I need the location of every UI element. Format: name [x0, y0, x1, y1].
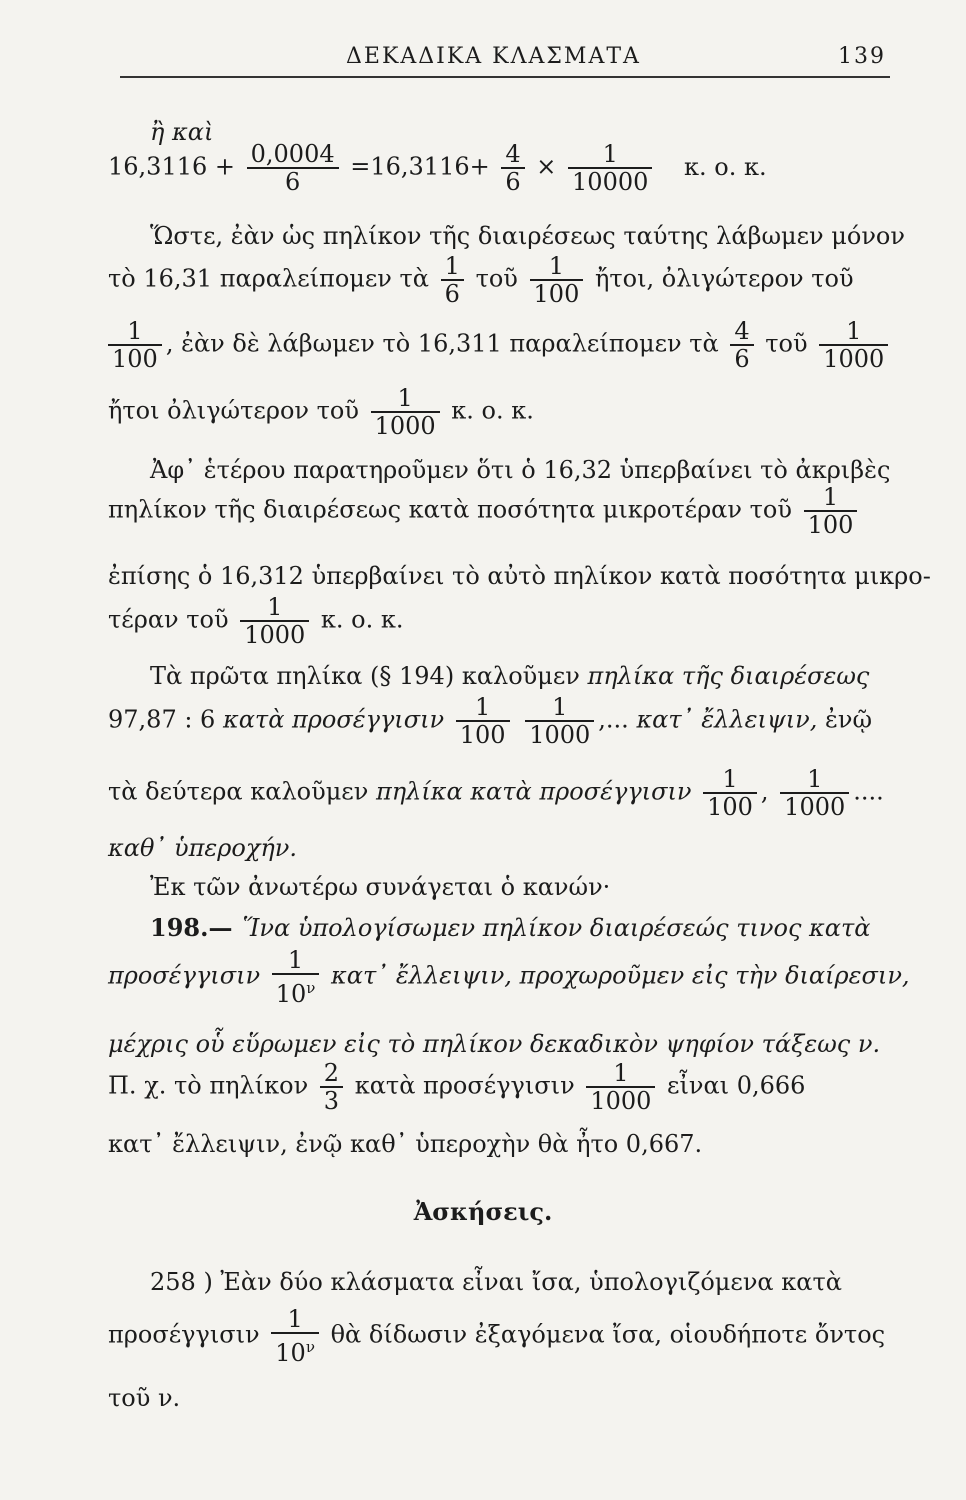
fraction: $\frac{0,0004}{6}$	[247, 141, 339, 195]
fraction: $\frac{4}{6}$	[730, 318, 753, 372]
text-line-6: ἤτοι ὀλιγώτερον τοῦ $\frac{1}{1000}$ κ. ο. κ.	[108, 384, 534, 440]
fraction: $\frac{1}{1000}$	[780, 766, 849, 820]
text-line-12: 97,87 : 6 κατὰ προσέγγισιν $\frac{1}{100}$ $\frac{1}{1000}$ ,... κατ᾽ ἔλλειψιν, ἐνῷ	[108, 693, 873, 749]
text-line-14: καθ᾽ ὑπεροχήν.	[108, 834, 297, 862]
fraction: $\frac{1}{1000}$	[525, 694, 594, 748]
text-line-7: Ἀφ᾽ ἑτέρου παρατηροῦμεν ὅτι ὁ 16,32 ὑπερβαίνει τὸ ἀκριβὲς	[150, 456, 891, 484]
fraction: $\frac{1}{6}$	[441, 253, 464, 307]
rule-198: 198.— Ἵνα ὑπολογίσωμεν πηλίκον διαιρέσεώς τινος κατὰ	[150, 913, 871, 942]
running-head: ΔΕΚΑΔΙΚΑ ΚΛΑΣΜΑΤΑ	[346, 44, 641, 69]
equation-line: 16,3116 + $\frac{0,0004}{6}$ =16,3116+ $\frac{4}{6}$ × $\frac{1}{10000}$ κ. ο. κ.	[108, 140, 767, 196]
fraction: $\frac{1}{1000}$	[819, 318, 888, 372]
exercise-258: 258 ) Ἐὰν δύο κλάσματα εἶναι ἴσα, ὑπολογιζόμενα κατὰ	[150, 1268, 842, 1296]
fraction: $\frac{1}{100}$	[456, 694, 510, 748]
text-line-1: ἢ καὶ	[150, 118, 214, 146]
header-rule	[120, 76, 890, 78]
text-line-8: πηλίκον τῆς διαιρέσεως κατὰ ποσότητα μικροτέραν τοῦ $\frac{1}{100}$	[108, 484, 861, 538]
text-line-3: Ὥστε, ἐὰν ὡς πηλίκον τῆς διαιρέσεως ταύτης λάβωμεν μόνον	[150, 222, 905, 250]
text-line-20: κατ᾽ ἔλλειψιν, ἐνῷ καθ᾽ ὑπεροχὴν θὰ ἦτο 0,667.	[108, 1130, 703, 1158]
fraction: $\frac{1}{10000}$	[568, 141, 652, 195]
exercises-heading: Ἀσκήσεις.	[413, 1197, 553, 1226]
text-line-15: Ἐκ τῶν ἀνωτέρω συνάγεται ὁ κανών·	[150, 873, 611, 901]
fraction: $\frac{2}{3}$	[320, 1060, 343, 1114]
text-line-19: Π. χ. τὸ πηλίκον $\frac{2}{3}$ κατὰ προσέγγισιν $\frac{1}{1000}$ εἶναι 0,666	[108, 1059, 806, 1115]
text-line-11: Τὰ πρῶτα πηλίκα (§ 194) καλοῦμεν πηλίκα τῆς διαιρέσεως	[150, 662, 870, 690]
text-line-5: $\frac{1}{100}$ , ἐὰν δὲ λάβωμεν τὸ 16,311 παραλείπομεν τὰ $\frac{4}{6}$ τοῦ $\frac{1}{1000}$	[104, 318, 892, 372]
fraction: $\frac{1}{10^\nu}$	[271, 1306, 319, 1366]
fraction: $\frac{1}{100}$	[108, 318, 162, 372]
fraction: $\frac{1}{100}$	[530, 253, 584, 307]
text-line-13: τὰ δεύτερα καλοῦμεν πηλίκα κατὰ προσέγγισιν $\frac{1}{100}$ , $\frac{1}{1000}$ ....	[108, 765, 884, 821]
text-line-23: προσέγγισιν $\frac{1}{10^\nu}$ θὰ δίδωσιν ἐξαγόμενα ἴσα, οἱουδήποτε ὄντος	[108, 1305, 886, 1367]
fraction: $\frac{1}{1000}$	[371, 385, 440, 439]
text-line-24: τοῦ ν.	[108, 1384, 181, 1412]
text-line-4: τὸ 16,31 παραλείπομεν τὰ $\frac{1}{6}$ τοῦ $\frac{1}{100}$ ἤτοι, ὀλιγώτερον τοῦ	[108, 252, 854, 308]
fraction: $\frac{1}{10^\nu}$	[272, 947, 320, 1007]
fraction: $\frac{4}{6}$	[501, 141, 524, 195]
text-line-17: προσέγγισιν $\frac{1}{10^\nu}$ κατ᾽ ἔλλειψιν, προχωροῦμεν εἰς τὴν διαίρεσιν,	[108, 946, 910, 1008]
page-number: 139	[838, 44, 886, 69]
text-line-18: μέχρις οὗ εὕρωμεν εἰς τὸ πηλίκον δεκαδικὸν ψηφίον τάξεως ν.	[108, 1030, 881, 1058]
text-line-10: τέραν τοῦ $\frac{1}{1000}$ κ. ο. κ.	[108, 593, 404, 649]
fraction: $\frac{1}{1000}$	[240, 594, 309, 648]
fraction: $\frac{1}{1000}$	[586, 1060, 655, 1114]
text-line-9: ἐπίσης ὁ 16,312 ὑπερβαίνει τὸ αὐτὸ πηλίκον κατὰ ποσότητα μικρο-	[108, 562, 931, 590]
fraction: $\frac{1}{100}$	[703, 766, 757, 820]
fraction: $\frac{1}{100}$	[804, 484, 858, 538]
